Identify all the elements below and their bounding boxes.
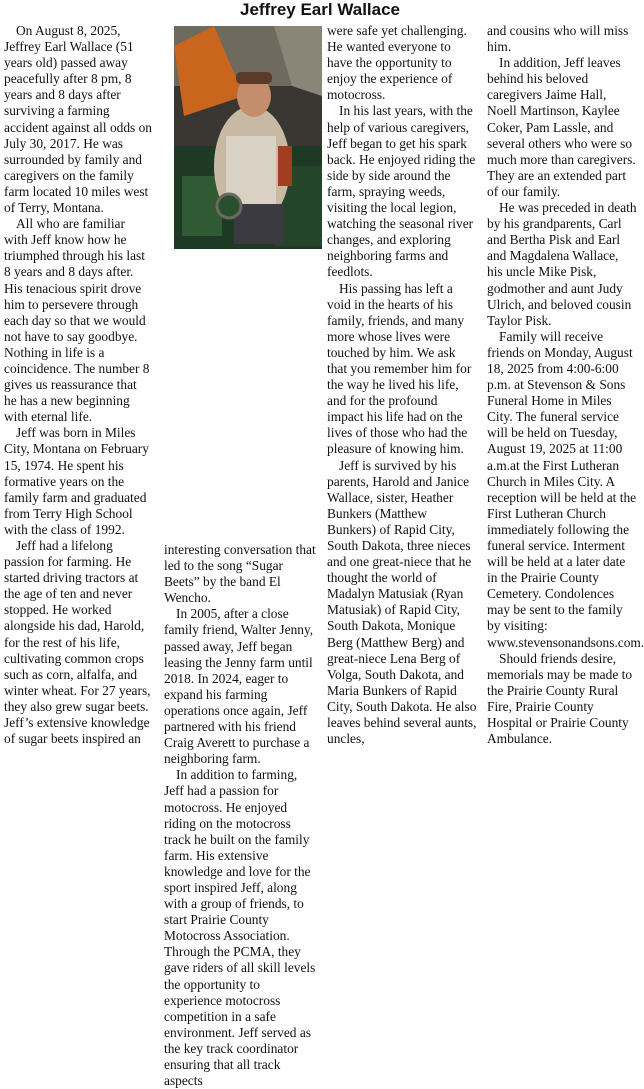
page-title: Jeffrey Earl Wallace	[239, 0, 400, 19]
paragraph: Jeff is survived by his parents, Harold and Janice Wallace, sister, Heather Bunkers (Matthew Bunkers) of Rapid City, South Dakota, three nieces and one great-niece that he thought the world of Madalyn Matusiak (Ryan Matusiak) of Rapid City, South Dakota, Monique Berg (Matthew Berg) and great-niece Lena Berg of Volga, South Dakota, and Maria Bunkers of Rapid City, South Dakota. He also leaves behind several aunts, uncles,	[327, 457, 477, 747]
paragraph: In 2005, after a close family friend, Walter Jenny, passed away, Jeff began leasing the Jenny farm until 2018. In 2024, eager to expand his farming operations once again, Jeff partnered with his friend Craig Averett to purchase a neighboring farm.	[164, 606, 314, 767]
column-4	[487, 23, 644, 747]
paragraph: and cousins who will miss him.	[487, 23, 629, 55]
paragraph: Jeff had a lifelong passion for farming. He started driving tractors at the age of ten and never stopped. He worked alongside his dad, Harold, for the rest of his life, cultivating common crops such as corn, alfalfa, and winter wheat. For 27 years, they also grew sugar beets. Jeff’s extensive knowledge of sugar beets inspired an	[4, 538, 151, 747]
paragraph: His passing has left a void in the hearts of his family, friends, and many more whose lives were touched by him. We ask that you remember him for the way he lived his life, and for the profound impact his life had on the lives of those who had the pleasure of knowing him.	[327, 280, 472, 457]
paragraph: were safe yet challenging. He wanted everyone to have the opportunity to enjoy the experience of motocross.	[327, 23, 467, 103]
paragraph: interesting conversation that led to the song “Sugar Beets” by the band El Wencho.	[164, 542, 316, 606]
paragraph: In addition to farming, Jeff had a passion for motocross. He enjoyed riding on the motocross track he built on the family farm. His extensive knowledge and love for the sport inspired Jeff, along with a group of friends, to start Prairie County Motocross Association. Through the PCMA, they gave riders of all skill levels the opportunity to experience motocross competition in a safe environment. Jeff served as the key track coordinator ensuring that all track aspects	[164, 767, 316, 1089]
paragraph: In addition, Jeff leaves behind his beloved caregivers Jaime Hall, Noell Martinson, Kaylee Coker, Pam Lassle, and several others who were so much more than caregivers. They are an extended part of our family.	[487, 55, 636, 199]
man-seated-photo-icon	[174, 26, 322, 249]
column-2	[164, 542, 316, 1089]
paragraph: Jeff was born in Miles City, Montana on February 15, 1974. He spent his formative years on the family farm and graduated from Terry High School with the class of 1992.	[4, 425, 149, 537]
paragraph: Should friends desire, memorials may be made to the Prairie County Rural Fire, Prairie County Hospital or Prairie County Ambulance.	[487, 650, 633, 747]
paragraph: Family will receive friends on Monday, August 18, 2025 from 4:00-6:00 p.m. at Stevenson & Sons Funeral Home in Miles City. The funeral service will be held on Tuesday, August 19, 2025 at 11:00 a.m.at the First Lutheran Church in Miles City. A reception will be held at the First Lutheran Church immediately following the funeral service. Interment will be held at a later date in the Prairie County Cemetery. Condolences may be sent to the family by visiting: www.stevensonandsons.com.	[487, 328, 644, 650]
paragraph: He was preceded in death by his grandparents, Carl and Bertha Pisk and Earl and Magdalena Wallace, his uncle Mike Pisk, godmother and aunt Judy Ulrich, and beloved cousin Taylor Pisk.	[487, 200, 637, 328]
column-3	[327, 23, 477, 747]
paragraph: On August 8, 2025, Jeffrey Earl Wallace (51 years old) passed away peacefully after 8 pm, 8 years and 8 days after surviving a farming accident against all odds on July 30, 2017. He was surrounded by family and caregivers on the family farm located 10 miles west of Terry, Montana.	[4, 23, 152, 216]
paragraph: In his last years, with the help of various caregivers, Jeff began to get his spark back. He enjoyed riding the side by side around the farm, spraying weeds, visiting the local legion, watching the seasonal river changes, and exploring neighboring farms and feedlots.	[327, 103, 476, 280]
portrait-photo	[174, 26, 322, 249]
paragraph: All who are familiar with Jeff know how he triumphed through his last 8 years and 8 days after. His tenacious spirit drove him to persevere through each day so that we would not have to say goodbye. Nothing in life is a coincidence. The number 8 gives us reassurance that he has a new beginning with eternal life.	[4, 216, 150, 425]
column-1	[4, 23, 152, 747]
